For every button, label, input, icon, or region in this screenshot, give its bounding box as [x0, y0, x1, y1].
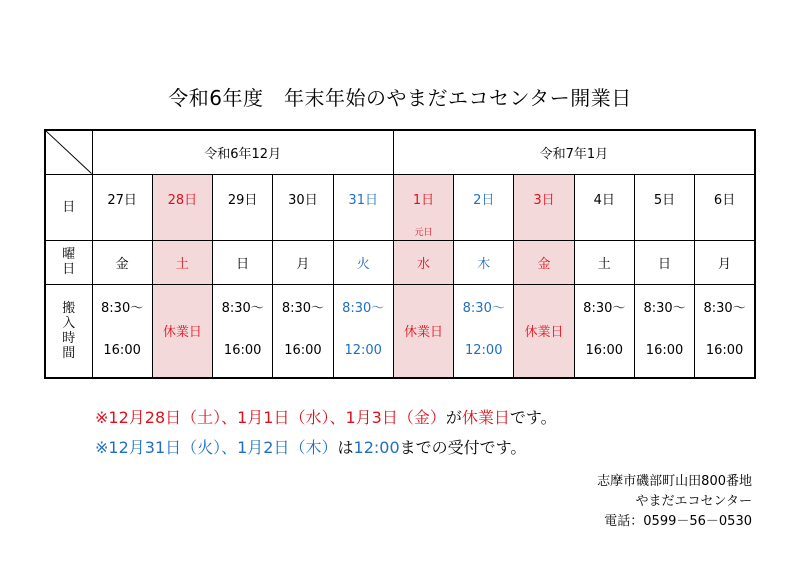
weekday-cell: 月 — [273, 240, 333, 284]
open-time: 8:30～ — [643, 300, 686, 316]
holiday-label: 元日 — [414, 227, 433, 238]
weekday-cell: 日 — [213, 240, 273, 284]
note1-closed: 休業日 — [461, 408, 510, 427]
close-time: 16:00 — [223, 342, 262, 358]
facility-name: やまだエコセンター — [635, 494, 752, 509]
date-value: 30日 — [288, 192, 318, 208]
open-time: 8:30～ — [583, 300, 626, 316]
address-line: 志摩市磯部町山田800番地 — [597, 474, 752, 489]
weekday-cell: 金 — [92, 240, 152, 284]
close-time: 16:00 — [103, 342, 141, 358]
note1-mid: が — [445, 408, 462, 427]
row-label-weekday: 曜 日 — [45, 240, 92, 284]
weekday-cell: 金 — [514, 240, 574, 284]
weekday-row — [45, 240, 755, 284]
open-time: 8:30～ — [281, 300, 325, 316]
date-cell — [514, 174, 574, 240]
weekday-cell: 木 — [454, 240, 514, 284]
date-value: 1日 — [412, 192, 435, 208]
closed-label: 休業日 — [152, 284, 212, 378]
page-title: 令和6年度 年末年始のやまだエコセンター開業日 — [168, 86, 632, 110]
date-value: 31日 — [348, 192, 378, 208]
row-label-hours: 搬 入 時 間 — [45, 284, 92, 378]
close-time: 16:00 — [645, 342, 684, 358]
open-time: 8:30～ — [221, 300, 264, 316]
schedule-table — [44, 129, 756, 379]
weekday-cell: 月 — [695, 240, 755, 284]
note2-suffix: までの受付です。 — [399, 438, 527, 457]
close-time: 16:00 — [705, 342, 744, 358]
open-time: 8:30～ — [462, 300, 505, 316]
date-cell — [393, 174, 453, 240]
close-time: 16:00 — [585, 342, 623, 358]
close-time: 12:00 — [344, 342, 382, 358]
phone-number: 電話：0599－56－0530 — [604, 514, 752, 529]
note-closed-days — [95, 403, 557, 433]
closed-label: 休業日 — [393, 284, 453, 378]
month-header-row — [45, 130, 755, 174]
open-time: 8:30～ — [703, 300, 746, 316]
hours-cell — [634, 284, 694, 378]
hours-cell — [92, 284, 152, 378]
weekday-cell: 水 — [393, 240, 453, 284]
date-value: 3日 — [533, 192, 555, 208]
date-cell — [213, 174, 273, 240]
date-cell — [454, 174, 514, 240]
hours-cell — [695, 284, 755, 378]
month-header-december: 令和6年12月 — [92, 130, 393, 174]
weekday-cell: 火 — [333, 240, 393, 284]
date-value: 6日 — [713, 192, 736, 208]
note1-prefix: ※ — [95, 408, 109, 427]
note2-dates: 12月31日（火）、1月2日（木） — [108, 438, 338, 457]
date-cell — [273, 174, 333, 240]
month-header-january: 令和7年1月 — [393, 130, 755, 174]
note-short-hours — [95, 433, 557, 463]
note2-prefix: ※ — [95, 438, 109, 457]
date-value: 4日 — [593, 192, 615, 208]
date-cell — [695, 174, 755, 240]
row-label-day: 日 — [45, 174, 92, 240]
close-time: 12:00 — [465, 342, 503, 358]
hours-row — [45, 284, 755, 378]
note1-dates: 12月28日（土）、1月1日（水）、1月3日（金） — [108, 408, 446, 427]
weekday-cell: 土 — [152, 240, 212, 284]
date-value: 28日 — [167, 192, 198, 208]
diagonal-line — [46, 131, 92, 174]
notes — [95, 403, 557, 463]
open-time: 8:30～ — [101, 300, 144, 316]
date-value: 2日 — [473, 192, 495, 208]
date-value: 5日 — [653, 192, 676, 208]
hours-cell — [273, 284, 333, 378]
weekday-cell: 土 — [574, 240, 634, 284]
date-cell — [333, 174, 393, 240]
note2-time: 12:00 — [353, 438, 400, 457]
hours-cell — [213, 284, 273, 378]
date-cell — [634, 174, 694, 240]
date-value: 29日 — [227, 192, 258, 208]
hours-cell — [454, 284, 514, 378]
open-time: 8:30～ — [342, 300, 385, 316]
weekday-cell: 日 — [634, 240, 694, 284]
date-cell — [152, 174, 212, 240]
hours-cell — [333, 284, 393, 378]
address-block — [597, 472, 752, 532]
date-row — [45, 174, 755, 240]
note2-mid: は — [337, 438, 354, 457]
date-value: 27日 — [107, 192, 137, 208]
corner-cell — [45, 130, 92, 174]
date-cell — [574, 174, 634, 240]
close-time: 16:00 — [284, 342, 322, 358]
note1-suffix: です。 — [509, 408, 557, 427]
date-cell — [92, 174, 152, 240]
hours-cell — [574, 284, 634, 378]
closed-label: 休業日 — [514, 284, 574, 378]
